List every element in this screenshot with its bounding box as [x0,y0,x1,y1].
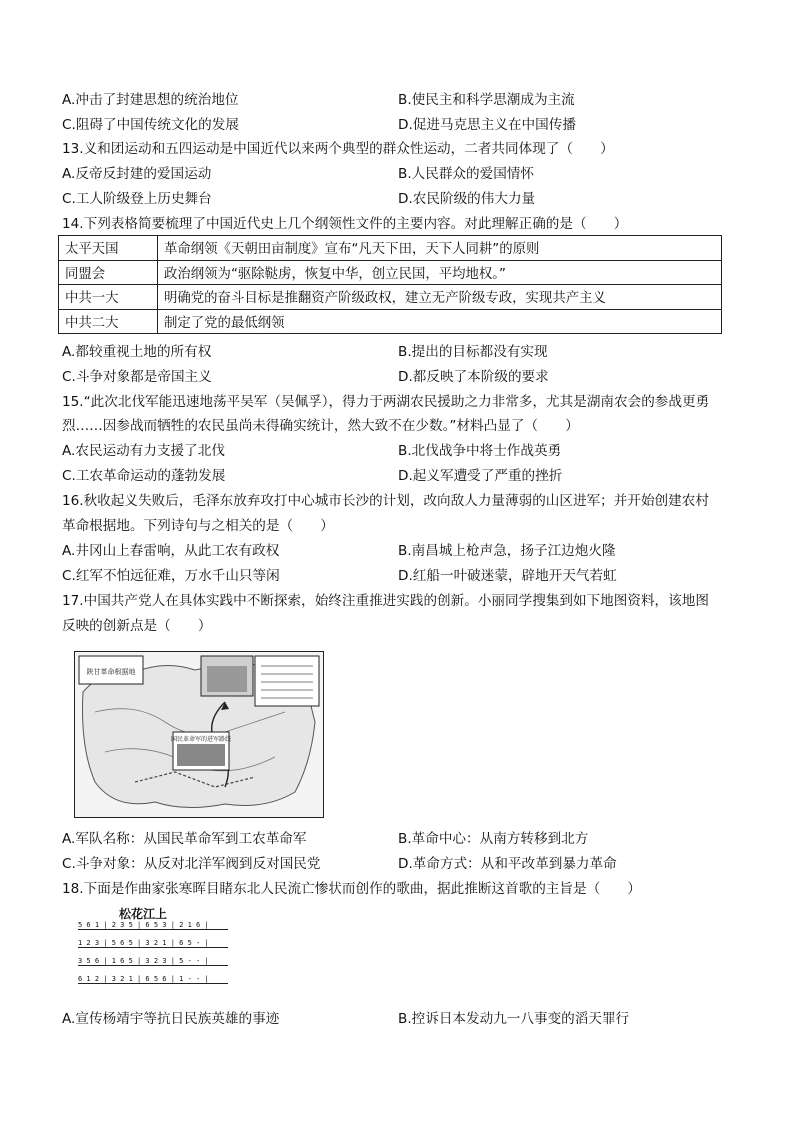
table-row [59,285,722,310]
table-cell-content: 明确党的奋斗目标是推翻资产阶级政权，建立无产阶级专政，实现共产主义 [158,285,722,310]
q12-option-a: A.冲击了封建思想的统治地位 [62,92,239,108]
score-notation [74,921,234,1001]
question-17-line1: 17.中国共产党人在具体实践中不断探索，始终注重推进实践的创新。小丽同学搜集到如下地图资料，该地图 [62,593,709,609]
program-table [58,235,722,334]
question-16-line1: 16.秋收起义失败后，毛泽东放弃攻打中心城市长沙的计划，改向敌人力量薄弱的山区进军；并开始创建农村 [62,493,709,509]
historical-map-image [74,651,324,818]
question-16-line2: 革命根据地。下列诗句与之相关的是（ ） [62,518,334,534]
table-cell-content: 政治纲领为“驱除鞑虏，恢复中华，创立民国，平均地权。” [158,260,722,285]
q16-option-c: C.红军不怕远征难，万水千山只等闲 [62,568,280,584]
q17-option-c: C.斗争对象：从反对北洋军阀到反对国民党 [62,856,321,872]
svg-text:1 2 3 | 5 6 5 | 3 2 1 | 6 5 -: 1 2 3 | 5 6 5 | 3 2 1 | 6 5 - | [78,939,209,947]
table-cell-name: 中共二大 [59,309,158,334]
q16-option-b: B.南昌城上枪声急，扬子江边炮火隆 [398,543,616,559]
table-row [59,260,722,285]
svg-text:5 6 1 | 2 3 5 | 6 5 3 | 2 1 6: 5 6 1 | 2 3 5 | 6 5 3 | 2 1 6 | [78,921,209,929]
q12-option-b: B.使民主和科学思潮成为主流 [398,92,575,108]
map-inset-title: 国民革命军的进军路线 [170,736,232,743]
q14-option-b: B.提出的目标都没有实现 [398,344,548,360]
q13-option-c: C.工人阶级登上历史舞台 [62,191,212,207]
q18-option-b: B.控诉日本发动九一八事变的滔天罪行 [398,1011,630,1027]
table-row [59,236,722,261]
q12-option-d: D.促进马克思主义在中国传播 [398,117,576,133]
question-17-line2: 反映的创新点是（ ） [62,618,212,634]
table-cell-name: 中共一大 [59,285,158,310]
svg-text:3 5 6 | 1 6 5 | 3 2 3 | 5 - -: 3 5 6 | 1 6 5 | 3 2 3 | 5 - - | [78,957,209,965]
q13-option-d: D.农民阶级的伟大力量 [398,191,536,207]
table-cell-content: 革命纲领《天朝田亩制度》宣布“凡天下田，天下人同耕”的原则 [158,236,722,261]
q16-option-d: D.红船一叶破迷蒙，辟地开天气若虹 [398,568,617,584]
q13-option-b: B.人民群众的爱国情怀 [398,166,534,182]
map-inset-label: 陕甘革命根据地 [86,668,136,676]
table-cell-name: 同盟会 [59,260,158,285]
svg-text:6 1 2 | 3 2 1 | 6 5 6 | 1 - -: 6 1 2 | 3 2 1 | 6 5 6 | 1 - - | [78,975,209,983]
q17-option-a: A.军队名称：从国民革命军到工农革命军 [62,831,307,847]
q17-option-d: D.革命方式：从和平改革到暴力革命 [398,856,617,872]
q17-option-b: B.革命中心：从南方转移到北方 [398,831,589,847]
q15-option-b: B.北伐战争中将士作战英勇 [398,443,562,459]
q15-option-a: A.农民运动有力支援了北伐 [62,443,225,459]
q15-option-d: D.起义军遭受了严重的挫折 [398,468,563,484]
q13-option-a: A.反帝反封建的爱国运动 [62,166,212,182]
q18-option-a: A.宣传杨靖宇等抗日民族英雄的事迹 [62,1011,280,1027]
question-13: 13.义和团运动和五四运动是中国近代以来两个典型的群众性运动，二者共同体现了（ ） [62,141,614,157]
q14-option-c: C.斗争对象都是帝国主义 [62,369,212,385]
map-illustration [75,652,323,817]
table-cell-name: 太平天国 [59,236,158,261]
q15-option-c: C.工农革命运动的蓬勃发展 [62,468,226,484]
table-cell-content: 制定了党的最低纲领 [158,309,722,334]
question-15-line1: 15.“此次北伐军能迅速地荡平吴军（吴佩孚），得力于两湖农民援助之力非常多，尤其是湖南农会的参战更勇 [62,394,710,410]
q12-option-c: C.阻碍了中国传统文化的发展 [62,117,239,133]
table-row [59,309,722,334]
question-14: 14.下列表格简要梳理了中国近代史上几个纲领性文件的主要内容。对此理解正确的是（ ） [62,216,628,232]
q14-option-a: A.都较重视土地的所有权 [62,344,212,360]
question-18: 18.下面是作曲家张寒晖目睹东北人民流亡惨状而创作的歌曲，据此推断这首歌的主旨是（ ） [62,881,641,897]
q14-option-d: D.都反映了本阶级的要求 [398,369,549,385]
music-score-image [74,905,234,1000]
question-15-line2: 烈……因参战而牺牲的农民虽尚未得确实统计，然大致不在少数。”材料凸显了（ ） [62,418,579,434]
score-title: 松花江上 [119,907,168,921]
q16-option-a: A.井冈山上春雷响，从此工农有政权 [62,543,280,559]
